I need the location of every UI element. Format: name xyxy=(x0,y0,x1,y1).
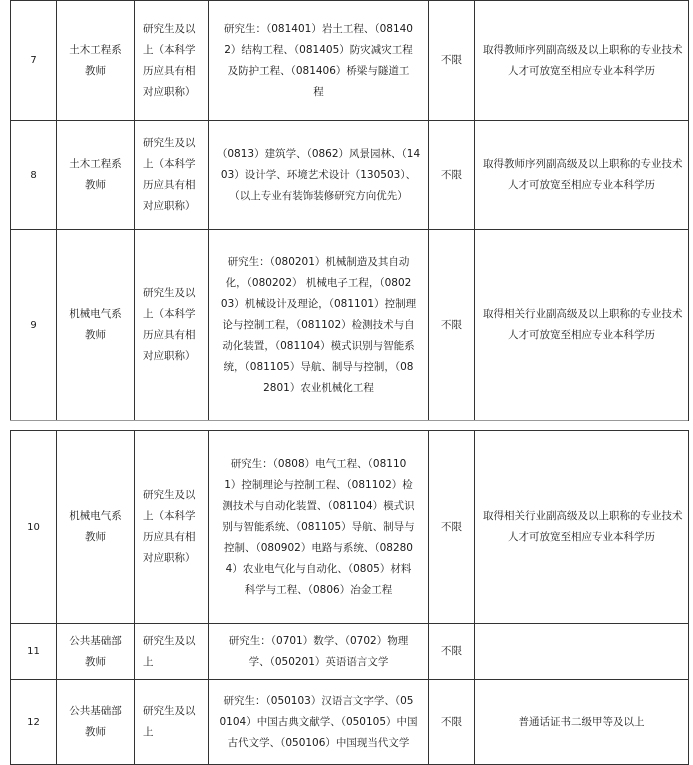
post-name-line: 公共基础部 xyxy=(69,705,122,717)
major-requirement-line: 研究生：（050103）汉语言文字学、（05 xyxy=(223,694,414,707)
education-requirement-line: 上 xyxy=(143,655,154,668)
major-requirement xyxy=(209,121,429,230)
age-requirement: 不限 xyxy=(429,230,475,421)
age-requirement: 不限 xyxy=(429,1,475,121)
age-requirement: 不限 xyxy=(429,121,475,230)
education-requirement-line: 上（本科学 xyxy=(143,510,196,522)
post-name-line: 教师 xyxy=(85,531,106,543)
education-requirement-line: 对应职称） xyxy=(143,350,196,362)
table-row xyxy=(11,431,689,624)
major-requirement-line: （以上专业有装饰装修研究方向优先） xyxy=(229,189,408,202)
major-requirement-line: 4）农业电气化与自动化、（0805）材料 xyxy=(225,562,412,575)
education-requirement-line: 对应职称） xyxy=(143,200,196,212)
recruitment-table-top xyxy=(10,0,689,421)
table-row xyxy=(11,121,689,230)
row-number: 7 xyxy=(11,1,57,121)
major-requirement-line: 0104）中国古典文献学、（050105）中国 xyxy=(219,715,418,728)
post-name-line: 机械电气系 xyxy=(69,510,122,522)
education-requirement xyxy=(135,230,209,421)
row-number: 9 xyxy=(11,230,57,421)
education-requirement-line: 对应职称） xyxy=(143,552,196,564)
education-requirement-line: 研究生及以 xyxy=(143,22,196,35)
education-requirement-line: 历应具有相 xyxy=(143,531,196,543)
post-name-line: 教师 xyxy=(85,329,106,341)
other-requirement xyxy=(475,624,689,680)
education-requirement-line: 对应职称） xyxy=(143,85,196,98)
post-name-line: 机械电气系 xyxy=(69,308,122,320)
post-name xyxy=(57,121,135,230)
education-requirement-line: 研究生及以 xyxy=(143,137,196,149)
other-requirement-line: 取得相关行业副高级及以上职称的专业技术 xyxy=(483,308,683,320)
major-requirement-line: 研究生：（0701）数学、（0702）物理 xyxy=(228,634,409,647)
education-requirement-line: 研究生及以 xyxy=(143,634,196,647)
major-requirement-line: 研究生：（081401）岩土工程、（08140 xyxy=(224,22,413,35)
post-name xyxy=(57,431,135,624)
other-requirement-line: 取得教师序列副高级及以上职称的专业技术 xyxy=(483,43,683,56)
row-number: 12 xyxy=(11,680,57,765)
row-number: 11 xyxy=(11,624,57,680)
other-requirement-line: 人才可放宽至相应专业本科学历 xyxy=(508,179,655,191)
major-requirement-line: 研究生：（080201）机械制造及其自动 xyxy=(227,255,410,268)
age-requirement: 不限 xyxy=(429,680,475,765)
major-requirement-line: 化，（080202） 机械电子工程，（0802 xyxy=(225,276,412,289)
other-requirement-line: 普通话证书二级甲等及以上 xyxy=(518,715,645,728)
education-requirement-line: 研究生及以 xyxy=(143,489,196,501)
major-requirement-line: 统，（081105）导航、制导与控制，（08 xyxy=(223,360,414,373)
other-requirement-line: 人才可放宽至相应专业本科学历 xyxy=(508,531,655,543)
post-name-line: 土木工程系 xyxy=(69,158,122,170)
row-number: 8 xyxy=(11,121,57,230)
post-name-line: 教师 xyxy=(85,655,106,668)
other-requirement xyxy=(475,680,689,765)
major-requirement-line: 动化装置，（081104）模式识别与智能系 xyxy=(222,339,415,352)
table-row xyxy=(11,680,689,765)
education-requirement-line: 研究生及以 xyxy=(143,705,196,717)
post-name xyxy=(57,624,135,680)
other-requirement-line: 人才可放宽至相应专业本科学历 xyxy=(508,329,655,341)
post-name xyxy=(57,230,135,421)
major-requirement-line: 2）结构工程、（081405）防灾减灾工程 xyxy=(224,43,413,56)
major-requirement-line: 别与智能系统、（081105）导航、制导与 xyxy=(222,520,415,533)
other-requirement xyxy=(475,230,689,421)
age-requirement: 不限 xyxy=(429,431,475,624)
major-requirement-line: 研究生：（0808）电气工程、（08110 xyxy=(230,457,407,470)
education-requirement xyxy=(135,431,209,624)
major-requirement-line: 论与控制工程，（081102）检测技术与自 xyxy=(222,318,415,331)
table-row xyxy=(11,230,689,421)
age-requirement: 不限 xyxy=(429,624,475,680)
education-requirement-line: 研究生及以 xyxy=(143,287,196,299)
post-name xyxy=(57,1,135,121)
other-requirement-line: 取得相关行业副高级及以上职称的专业技术 xyxy=(483,510,683,522)
other-requirement-line: 取得教师序列副高级及以上职称的专业技术 xyxy=(483,158,683,170)
post-name-line: 教师 xyxy=(85,179,106,191)
major-requirement-line: 古代文学、（050106）中国现当代文学 xyxy=(227,736,410,749)
major-requirement xyxy=(209,431,429,624)
education-requirement xyxy=(135,1,209,121)
post-name xyxy=(57,680,135,765)
education-requirement-line: 历应具有相 xyxy=(143,179,196,191)
other-requirement xyxy=(475,1,689,121)
table-row xyxy=(11,1,689,121)
post-name-line: 教师 xyxy=(85,64,106,77)
major-requirement-line: 及防护工程、（081406）桥梁与隧道工 xyxy=(227,64,410,77)
education-requirement-line: 上 xyxy=(143,726,154,738)
education-requirement-line: 历应具有相 xyxy=(143,329,196,341)
other-requirement-line: 人才可放宽至相应专业本科学历 xyxy=(508,64,655,77)
recruitment-table-bottom xyxy=(10,430,689,765)
education-requirement xyxy=(135,121,209,230)
major-requirement-line: 测技术与自动化装置、（081104）模式识 xyxy=(222,499,415,512)
education-requirement-line: 上（本科学 xyxy=(143,158,196,170)
education-requirement-line: 历应具有相 xyxy=(143,64,196,77)
education-requirement-line: 上（本科学 xyxy=(143,308,196,320)
major-requirement-line: 科学与工程、（0806）冶金工程 xyxy=(244,583,393,596)
other-requirement xyxy=(475,121,689,230)
education-requirement-line: 上（本科学 xyxy=(143,43,196,56)
post-name-line: 教师 xyxy=(85,726,106,738)
major-requirement-line: 03）机械设计及理论，（081101）控制理 xyxy=(220,297,417,310)
education-requirement xyxy=(135,624,209,680)
table-row xyxy=(11,624,689,680)
post-name-line: 土木工程系 xyxy=(69,43,122,56)
major-requirement-line: （0813）建筑学、（0862）风景园林、（14 xyxy=(216,147,421,160)
major-requirement-line: 学、（050201）英语语言文学 xyxy=(248,655,389,668)
major-requirement-line: 控制、（080902）电路与系统、（08280 xyxy=(224,541,413,554)
major-requirement-line: 程 xyxy=(313,85,324,98)
major-requirement xyxy=(209,680,429,765)
other-requirement xyxy=(475,431,689,624)
major-requirement-line: 03）设计学、环境艺术设计（130503）、 xyxy=(220,168,417,181)
education-requirement xyxy=(135,680,209,765)
major-requirement xyxy=(209,230,429,421)
major-requirement-line: 2801）农业机械化工程 xyxy=(263,381,374,394)
post-name-line: 公共基础部 xyxy=(69,634,122,647)
major-requirement xyxy=(209,624,429,680)
major-requirement xyxy=(209,1,429,121)
page-break-line xyxy=(10,420,688,421)
major-requirement-line: 1）控制理论与控制工程、（081102）检 xyxy=(224,478,413,491)
row-number: 10 xyxy=(11,431,57,624)
